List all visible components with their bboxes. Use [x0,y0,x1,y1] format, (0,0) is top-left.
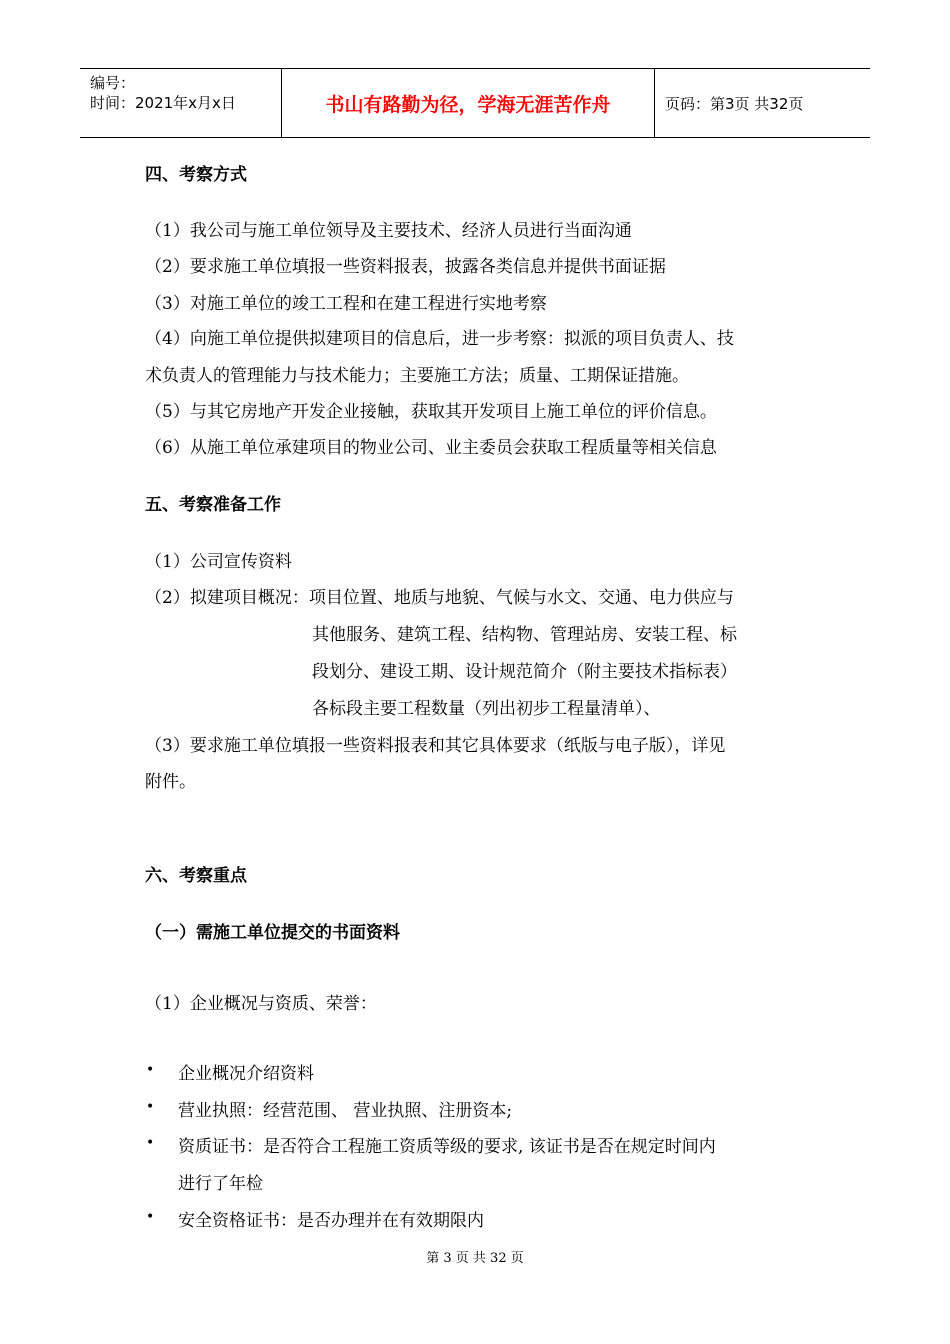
paragraph-line: （3）要求施工单位填报一些资料报表和其它具体要求（纸版与电子版），详见 [145,736,726,756]
paragraph-line: 附件。 [145,772,196,792]
page-footer: 第 3 页 共 32 页 [426,1251,524,1266]
paragraph-line: （1）我公司与施工单位领导及主要技术、经济人员进行当面沟通 [145,221,632,241]
paragraph-line: 其他服务、建筑工程、结构物、管理站房、安装工程、标 [312,625,737,645]
header-meta [80,69,282,137]
header-page-info: 页码：第3页 共32页 [665,94,804,113]
paragraph-line: （1）企业概况与资质、荣誉： [145,994,377,1014]
bullet-icon: • [146,1135,155,1151]
paragraph-line: （6）从施工单位承建项目的物业公司、业主委员会获取工程质量等相关信息 [145,438,717,458]
list-item: 营业执照：经营范围、 营业执照、注册资本; [178,1101,513,1121]
paragraph-line: （1）公司宣传资料 [145,552,292,572]
list-item: 安全资格证书：是否办理并在有效期限内 [178,1211,484,1231]
section-heading-4: 四、考察方式 [145,165,247,185]
section-heading-6: 六、考察重点 [145,866,247,886]
page-header [80,68,870,138]
bullet-icon: • [146,1062,155,1078]
subsection-heading: （一）需施工单位提交的书面资料 [145,923,400,943]
list-item: 企业概况介绍资料 [178,1064,314,1084]
paragraph-line: （2）要求施工单位填报一些资料报表，披露各类信息并提供书面证据 [145,257,666,277]
list-item-continuation: 进行了年检 [178,1174,263,1194]
paragraph-line: 术负责人的管理能力与技术能力；主要施工方法；质量、工期保证措施。 [145,366,689,386]
bullet-icon: • [146,1099,155,1115]
time-label: 时间：2021年x月x日 [90,94,236,112]
section-heading-5: 五、考察准备工作 [145,495,281,515]
list-item: 资质证书：是否符合工程施工资质等级的要求, 该证书是否在规定时间内 [178,1137,716,1157]
paragraph-line: （5）与其它房地产开发企业接触，获取其开发项目上施工单位的评价信息。 [145,402,717,422]
header-motto: 书山有路勤为径，学海无涯苦作舟 [282,69,655,137]
paragraph-line: 各标段主要工程数量（列出初步工程量清单）、 [312,699,661,719]
paragraph-line: （4）向施工单位提供拟建项目的信息后，进一步考察：拟派的项目负责人、技 [145,329,734,349]
paragraph-line: （3）对施工单位的竣工工程和在建工程进行实地考察 [145,294,547,314]
paragraph-line: 段划分、建设工期、设计规范简介（附主要技术指标表） [312,662,737,682]
paragraph-line: （2）拟建项目概况：项目位置、地质与地貌、气候与水文、交通、电力供应与 [145,588,734,608]
number-label: 编号： [90,74,136,92]
bullet-icon: • [146,1209,155,1225]
